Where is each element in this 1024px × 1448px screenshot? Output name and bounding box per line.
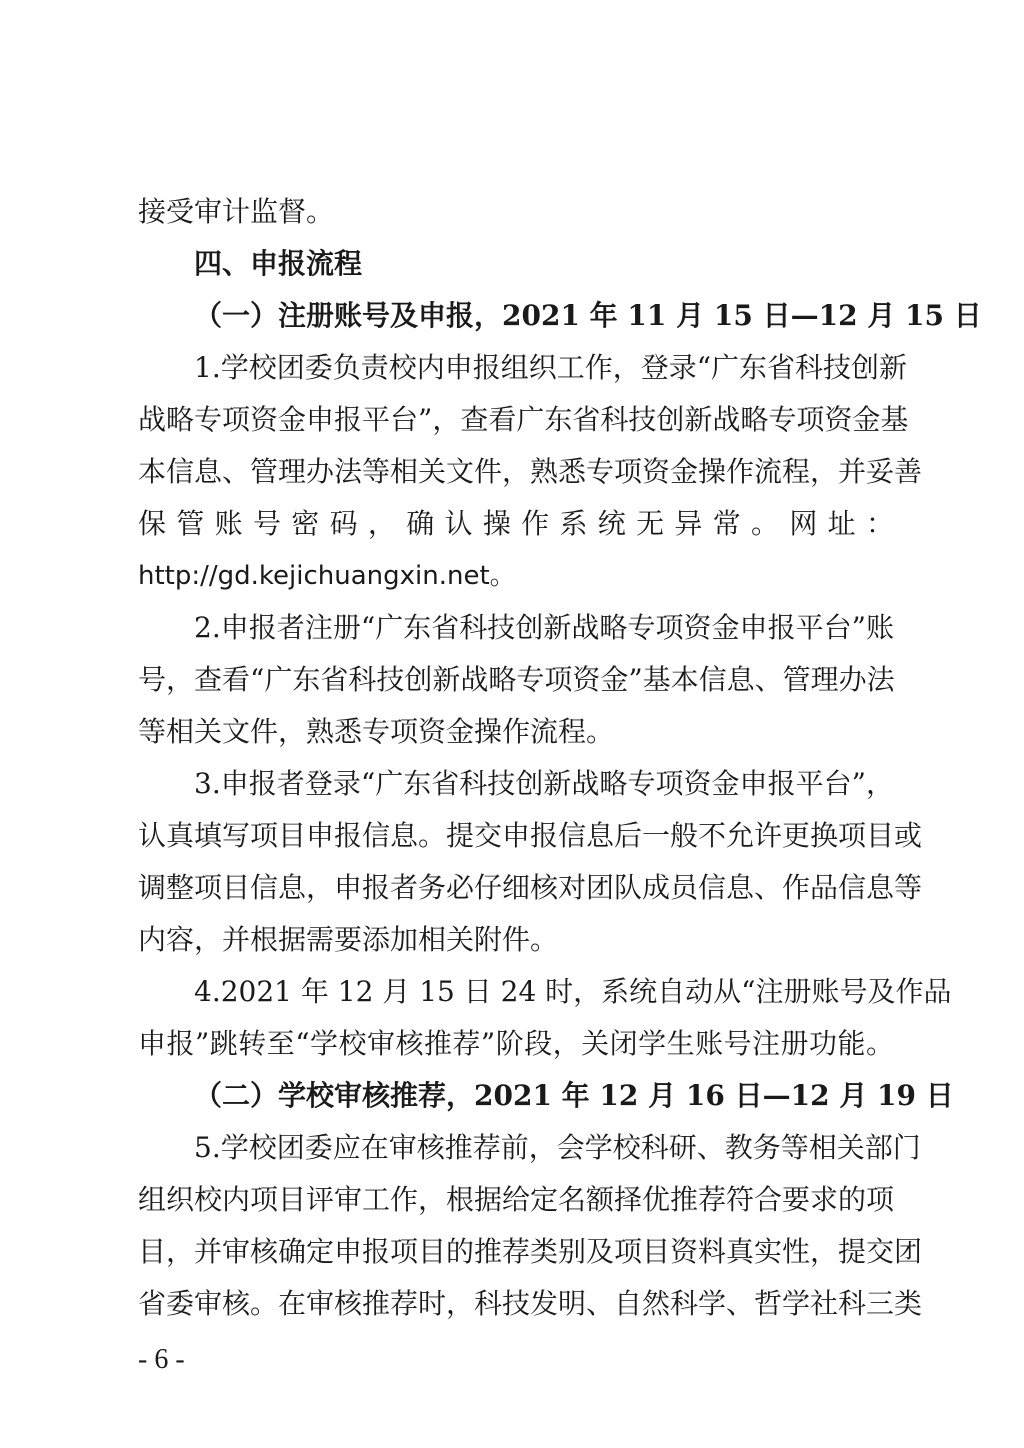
page-number: - 6 - bbox=[138, 1344, 185, 1375]
paragraph-line: 申报”跳转至“学校审核推荐”阶段，关闭学生账号注册功能。 bbox=[138, 1027, 894, 1060]
subsection-heading: （二）学校审核推荐，2021 年 12 月 16 日—12 月 19 日 bbox=[194, 1079, 954, 1112]
paragraph-line: 本信息、管理办法等相关文件，熟悉专项资金操作流程，并妥善 bbox=[138, 455, 923, 488]
paragraph-line: 5.学校团委应在审核推荐前，会学校科研、教务等相关部门 bbox=[194, 1131, 921, 1164]
paragraph-line: 号，查看“广东省科技创新战略专项资金”基本信息、管理办法 bbox=[138, 663, 895, 696]
website-url: http://gd.kejichuangxin.net。 bbox=[138, 561, 516, 591]
paragraph-line: 保管账号密码，确认操作系统无异常。网址： bbox=[138, 507, 894, 540]
paragraph-line: 2.申报者注册“广东省科技创新战略专项资金申报平台”账 bbox=[194, 611, 894, 644]
paragraph-line: 内容，并根据需要添加相关附件。 bbox=[138, 923, 559, 956]
paragraph-line: 省委审核。在审核推荐时，科技发明、自然科学、哲学社科三类 bbox=[138, 1287, 923, 1320]
paragraph-line: 战略专项资金申报平台”，查看广东省科技创新战略专项资金基 bbox=[138, 403, 909, 436]
subsection-heading: （一）注册账号及申报，2021 年 11 月 15 日—12 月 15 日 bbox=[194, 299, 982, 332]
section-heading: 四、申报流程 bbox=[194, 247, 363, 280]
paragraph-line: 认真填写项目申报信息。提交申报信息后一般不允许更换项目或 bbox=[138, 819, 923, 852]
paragraph-line: 组织校内项目评审工作，根据给定名额择优推荐符合要求的项 bbox=[138, 1183, 895, 1216]
paragraph-line: 等相关文件，熟悉专项资金操作流程。 bbox=[138, 715, 615, 748]
paragraph-line: 3.申报者登录“广东省科技创新战略专项资金申报平台”， bbox=[194, 767, 894, 800]
paragraph-line: 4.2021 年 12 月 15 日 24 时，系统自动从“注册账号及作品 bbox=[194, 975, 952, 1008]
paragraph-line: 目，并审核确定申报项目的推荐类别及项目资料真实性，提交团 bbox=[138, 1235, 923, 1268]
body-line: 接受审计监督。 bbox=[138, 195, 335, 228]
paragraph-line: 调整项目信息，申报者务必仔细核对团队成员信息、作品信息等 bbox=[138, 871, 923, 904]
document-body bbox=[138, 186, 982, 1330]
paragraph-line: 1.学校团委负责校内申报组织工作，登录“广东省科技创新 bbox=[194, 351, 908, 384]
